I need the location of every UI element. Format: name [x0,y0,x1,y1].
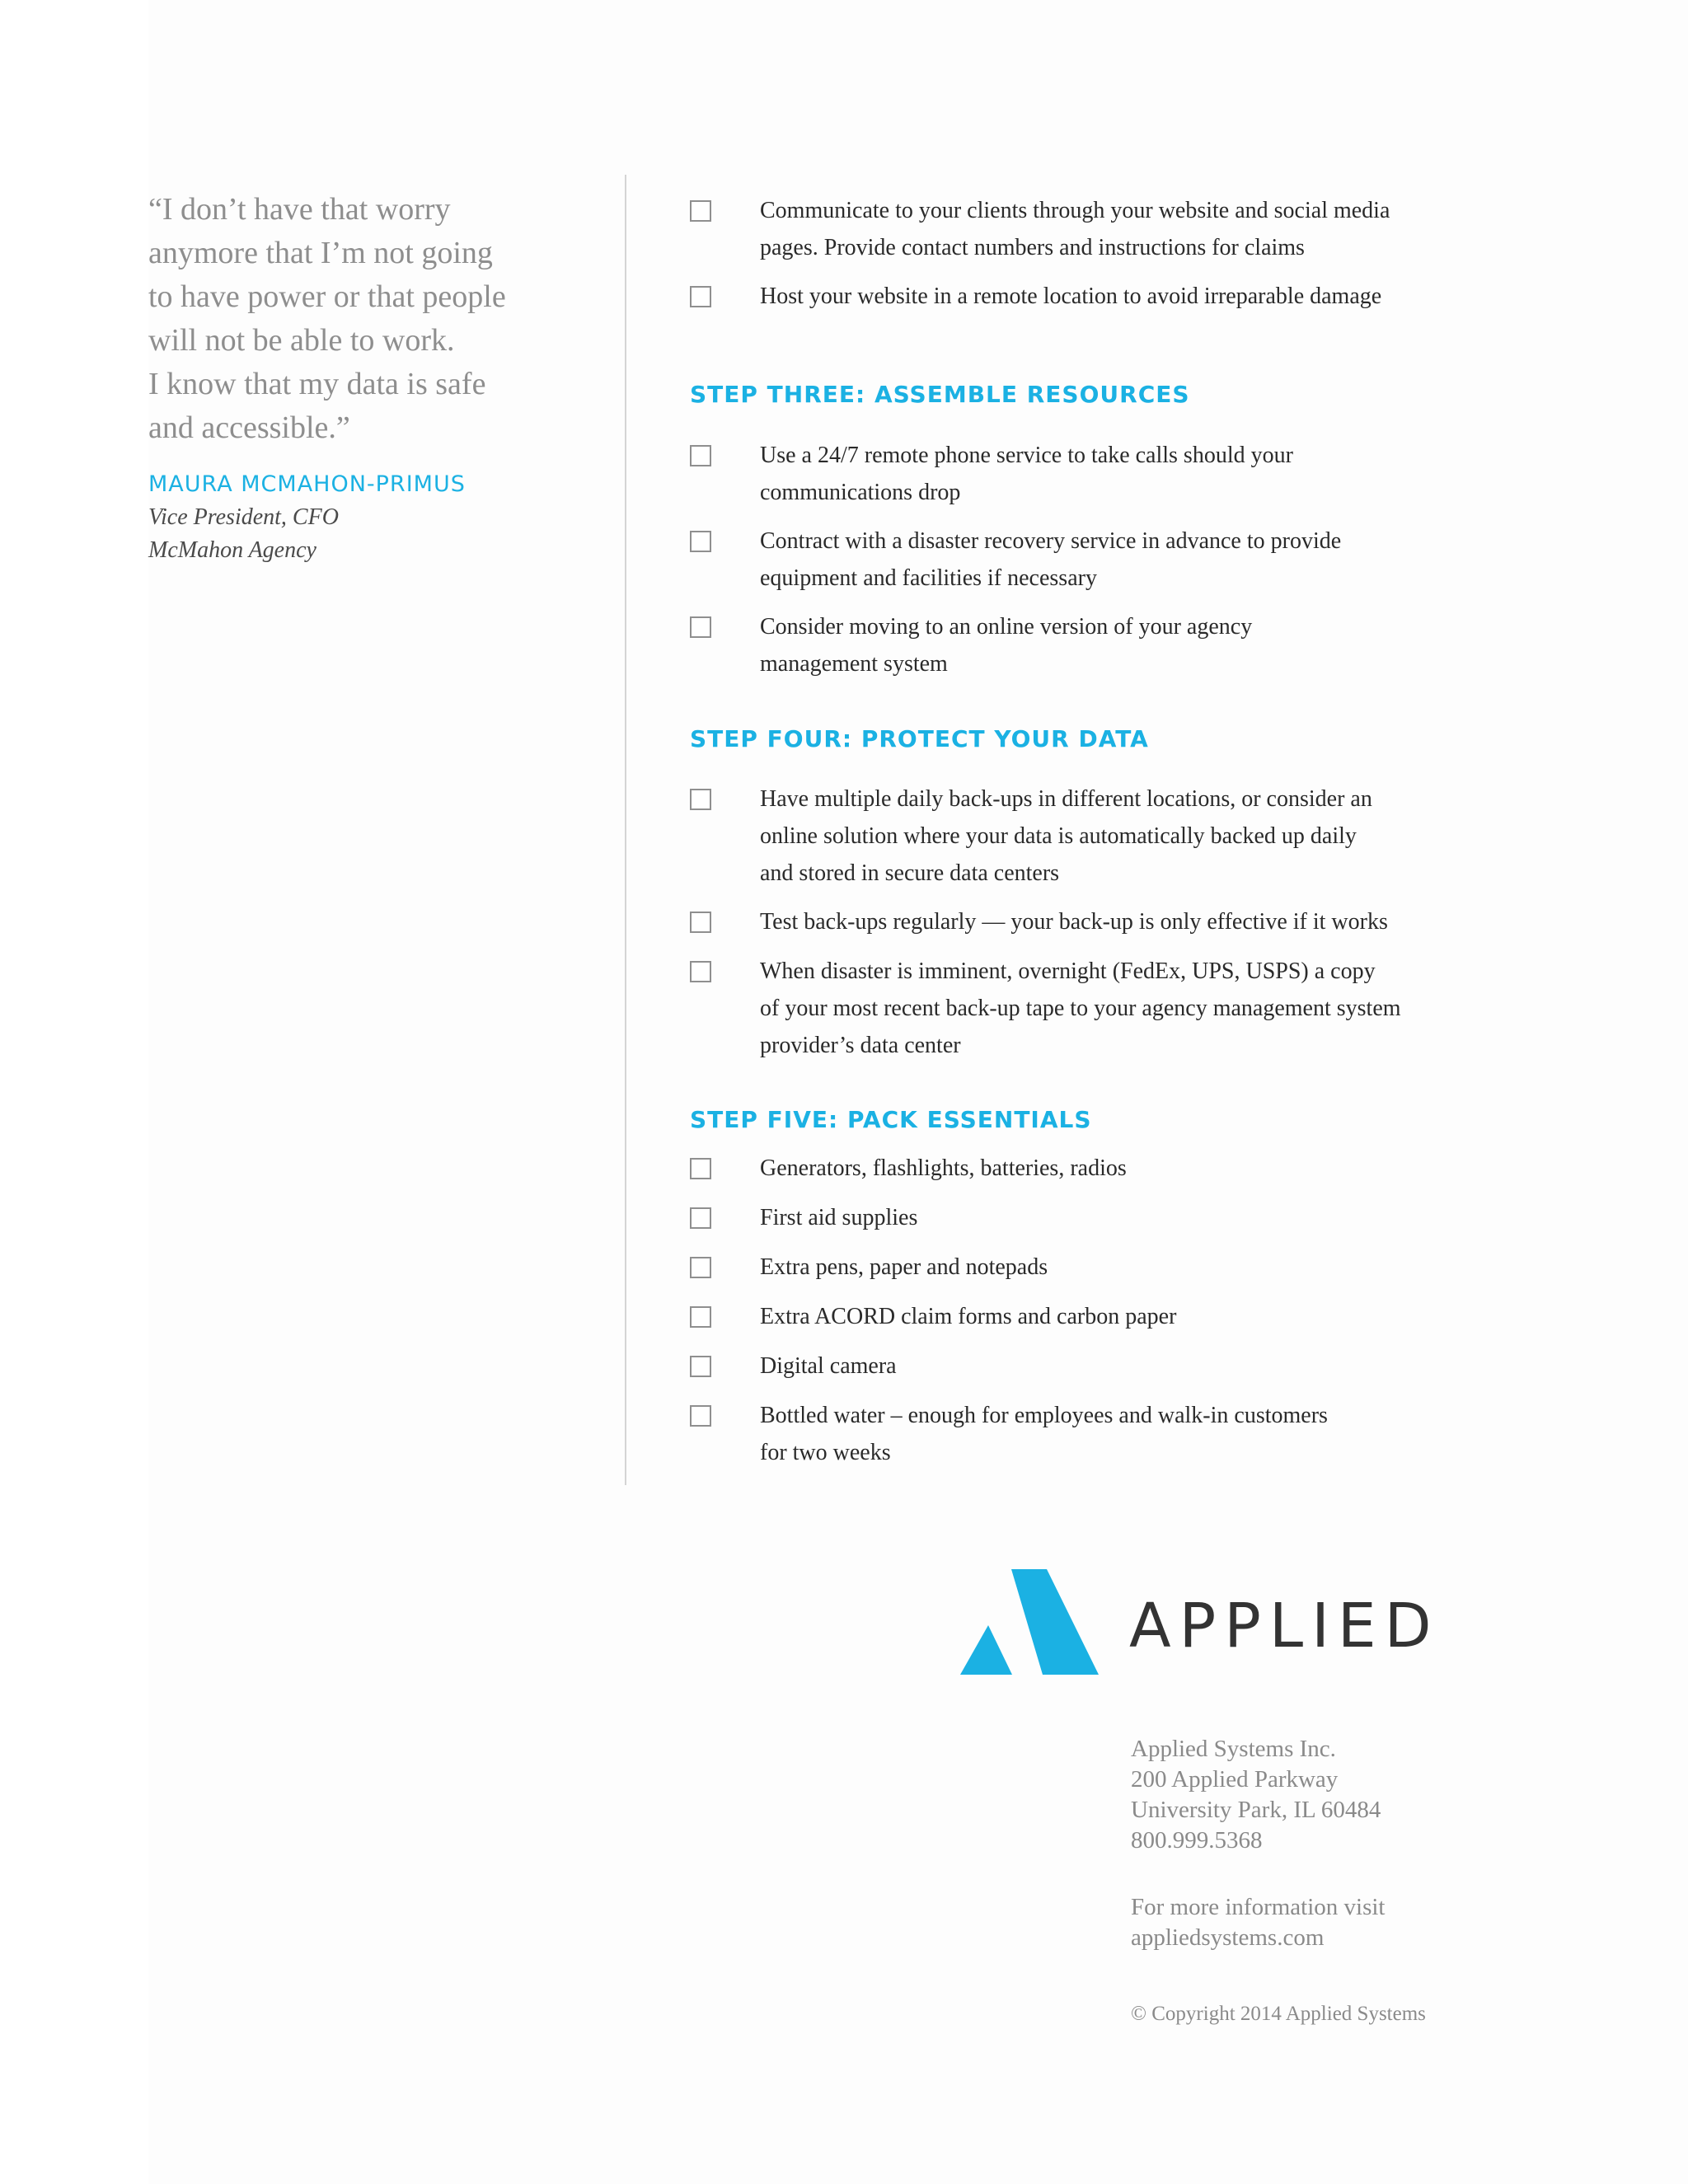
checkbox[interactable] [690,616,711,638]
info-block [1131,1892,1386,1953]
quote-line: I know that my data is safe [148,367,486,401]
item-line: for two weeks [760,1440,891,1465]
checkbox[interactable] [690,531,711,552]
checklist-item [760,192,1452,266]
item-line: provider’s data center [760,1033,961,1058]
address-line: 200 Applied Parkway [1131,1766,1339,1793]
checkbox[interactable] [690,445,711,466]
author-name: MAURA MCMAHON-PRIMUS [148,471,466,497]
step-three-heading: STEP THREE: ASSEMBLE RESOURCES [690,381,1190,408]
item-line: Generators, flashlights, batteries, radios [760,1155,1127,1181]
checkbox[interactable] [690,1207,711,1229]
checkbox[interactable] [690,286,711,307]
checklist-item [760,903,1452,940]
item-line: Communicate to your clients through your website and social media [760,198,1390,223]
checkbox[interactable] [690,1257,711,1278]
checklist-item [760,1249,1452,1286]
item-line: equipment and facilities if necessary [760,565,1097,591]
quote-line: “I don’t have that worry [148,192,451,227]
item-line: communications drop [760,480,961,505]
copyright-notice: © Copyright 2014 Applied Systems [1131,2003,1426,2025]
step-five-heading: STEP FIVE: PACK ESSENTIALS [690,1106,1092,1133]
item-line: Use a 24/7 remote phone service to take calls should your [760,443,1293,468]
checklist-item [760,608,1452,682]
checklist-item [760,1397,1452,1471]
item-line: Digital camera [760,1353,897,1379]
checkbox[interactable] [690,1356,711,1377]
quote-line: to have power or that people [148,279,506,314]
checkbox[interactable] [690,1306,711,1328]
checkbox[interactable] [690,200,711,222]
item-line: pages. Provide contact numbers and instructions for claims [760,235,1305,260]
website-link[interactable]: appliedsystems.com [1131,1924,1325,1951]
testimonial-quote [148,188,610,450]
item-line: Test back-ups regularly — your back-up is only effective if it works [760,909,1388,935]
checklist-item [760,523,1452,597]
checklist-item [760,278,1452,315]
address-line: Applied Systems Inc. [1131,1736,1336,1762]
address-line: University Park, IL 60484 [1131,1797,1381,1823]
quote-line: and accessible.” [148,410,350,445]
item-line: Host your website in a remote location to avoid irreparable damage [760,284,1382,309]
item-line: Have multiple daily back-ups in different locations, or consider an [760,786,1372,812]
item-line: Contract with a disaster recovery service in advance to provide [760,528,1342,554]
item-line: Extra ACORD claim forms and carbon paper [760,1304,1177,1329]
checklist-item [760,1347,1452,1385]
item-line: management system [760,651,948,677]
checklist-item [760,1298,1452,1335]
phone-number: 800.999.5368 [1131,1827,1263,1854]
checkbox[interactable] [690,961,711,982]
item-line: and stored in secure data centers [760,860,1060,886]
applied-logo-mark-icon [960,1569,1100,1676]
checklist-item [760,953,1452,1064]
checklist-item [760,780,1452,892]
quote-line: will not be able to work. [148,323,455,358]
item-line: First aid supplies [760,1205,918,1230]
checkbox[interactable] [690,789,711,810]
checklist-item [760,437,1452,511]
checkbox[interactable] [690,912,711,933]
company-address [1131,1734,1381,1856]
author-title: Vice President, CFO [148,504,339,530]
quote-line: anymore that I’m not going [148,236,493,270]
column-divider [625,175,626,1485]
applied-logo-wordmark: APPLIED [1129,1591,1440,1661]
info-line: For more information visit [1131,1894,1386,1920]
checkbox[interactable] [690,1405,711,1427]
item-line: Bottled water – enough for employees and walk-in customers [760,1403,1328,1428]
item-line: of your most recent back-up tape to your agency management system [760,996,1401,1021]
author-company: McMahon Agency [148,537,316,563]
checklist-item [760,1150,1452,1187]
item-line: online solution where your data is automatically backed up daily [760,823,1357,849]
item-line: Extra pens, paper and notepads [760,1254,1048,1280]
checklist-item [760,1199,1452,1236]
step-four-heading: STEP FOUR: PROTECT YOUR DATA [690,725,1149,752]
checkbox[interactable] [690,1158,711,1179]
item-line: Consider moving to an online version of your agency [760,614,1253,640]
item-line: When disaster is imminent, overnight (FedEx, UPS, USPS) a copy [760,958,1376,984]
